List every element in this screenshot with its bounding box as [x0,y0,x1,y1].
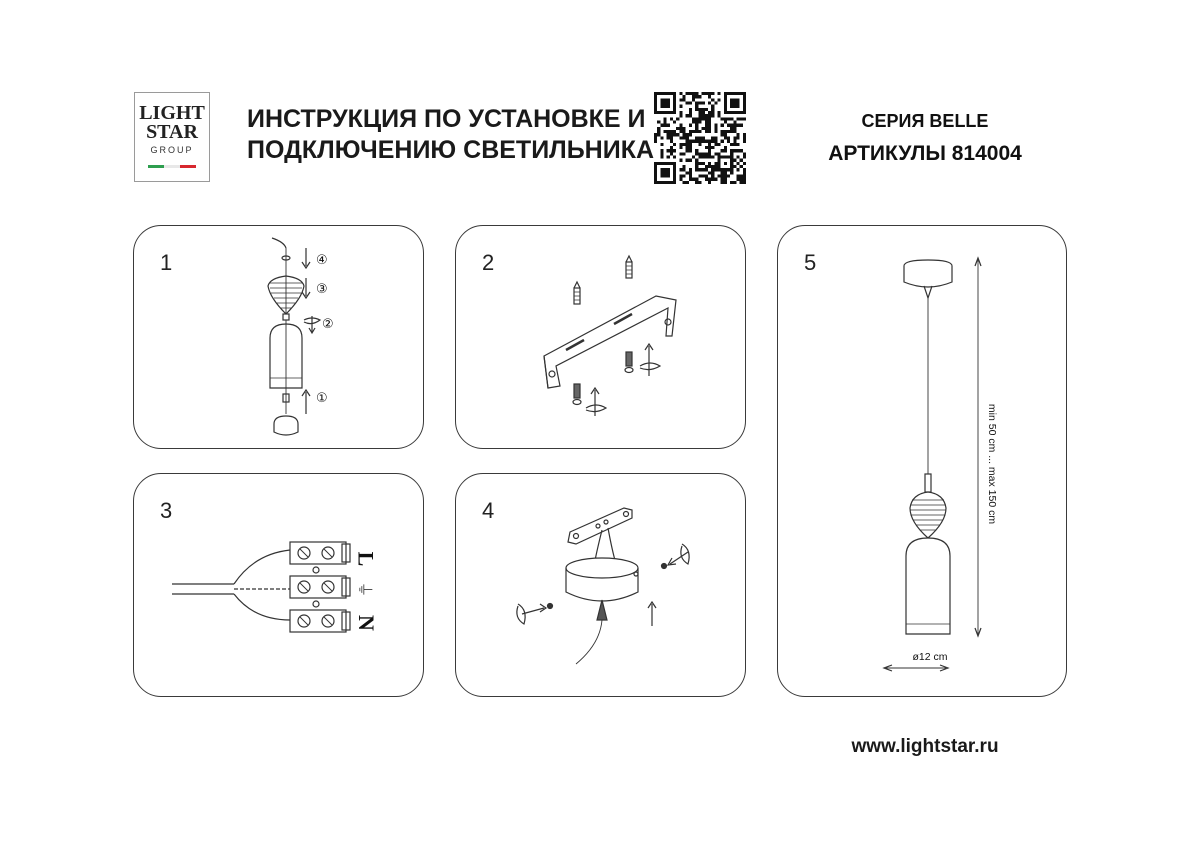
logo-text-group: GROUP [150,145,194,155]
website-link[interactable]: www.lightstar.ru [851,736,999,757]
step-3-diagram [134,474,425,698]
step-number: 5 [804,250,817,275]
title-line-1: ИНСТРУКЦИЯ ПО УСТАНОВКЕ И [247,105,646,133]
step-4-panel [455,473,746,697]
step-5-panel [777,225,1067,697]
terminal-label-l: L [353,551,379,567]
step-number: 2 [482,250,495,275]
terminal-label-n: N [353,615,379,631]
height-dimension-label: min 50 cm ... max 150 cm [986,403,998,525]
step-1-diagram [134,226,425,450]
ground-icon: ⏚ [355,581,373,598]
title-line-2: ПОДКЛЮЧЕНИЮ СВЕТИЛЬНИКА [247,136,655,164]
screw-icon [626,256,632,278]
arrow-up-icon [648,602,656,626]
terminal-block [290,542,350,632]
logo-text-light: LIGHT [139,102,205,124]
screw-icon [625,344,660,376]
brand-logo [134,92,210,182]
step-4-diagram [456,474,747,698]
screw-icon [662,544,690,569]
step-2-diagram [456,226,747,450]
document-title [247,104,655,166]
step-1-panel [133,225,424,449]
logo-text-star: STAR [146,121,198,143]
diameter-dimension-label: ø12 cm [912,651,948,663]
italian-flag-stripe [148,165,196,168]
qr-code-icon[interactable] [654,92,746,184]
callout-3: ③ [316,281,328,296]
step-number: 1 [160,250,173,275]
step-2-panel [455,225,746,449]
step-number: 4 [482,498,495,523]
rotate-icon [304,316,320,333]
series-label: СЕРИЯ BELLE [861,111,989,131]
arrow-down-icon [302,248,310,268]
article-label: АРТИКУЛЫ 814004 [828,142,1022,165]
screw-icon [574,282,580,304]
callout-4: ④ [316,252,328,267]
step-5-diagram [778,226,1068,698]
callout-2: ② [322,316,334,331]
callout-1: ① [316,390,328,405]
step-3-panel [133,473,424,697]
arrow-up-icon [302,390,310,414]
screw-icon [517,604,553,625]
step-number: 3 [160,498,173,523]
screw-icon [573,384,606,416]
